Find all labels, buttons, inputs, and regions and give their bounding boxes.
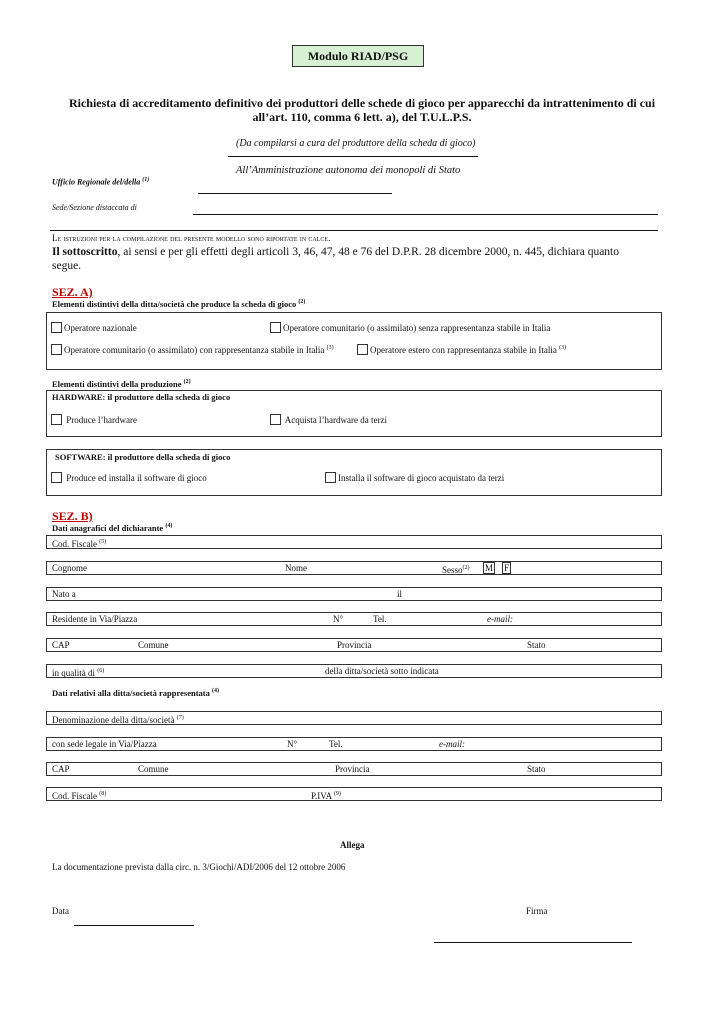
- option-label: Operatore comunitario (o assimilato) con rappresentanza stabile in Italia: [64, 345, 325, 355]
- cognome-label: Cognome: [52, 563, 87, 573]
- qualita-rest-label: della ditta/società sotto indicata: [325, 666, 439, 676]
- cod-fiscale-label: Cod. Fiscale $^{(5)}$: [52, 539, 107, 549]
- company-name-row[interactable]: [46, 711, 662, 725]
- option-operatore-estero[interactable]: [357, 344, 566, 355]
- hardware-title: HARDWARE: il produttore della scheda di gioco: [52, 392, 231, 402]
- sede-legale-label: con sede legale in Via/Piazza: [52, 739, 157, 749]
- company-title-text: Dati relativi alla ditta/società rappresentata: [52, 688, 210, 698]
- tel-label: Tel.: [329, 739, 343, 749]
- software-title: SOFTWARE: il produttore della scheda di gioco: [55, 452, 231, 462]
- module-code-box: Modulo RIAD/PSG: [292, 45, 424, 67]
- sesso-label: Sesso$^{(2)}$: [442, 565, 470, 575]
- cap-label: CAP: [52, 764, 70, 774]
- denominazione-label: Denominazione della ditta/società $^{(7)}$: [52, 715, 184, 725]
- qualita-label: in qualità di $^{(6)}$: [52, 668, 105, 678]
- production-elements-title: [52, 379, 191, 389]
- company-cod-fiscale-label: Cod. Fiscale $^{(8)}$: [52, 791, 107, 801]
- title-line-2: all’art. 110, comma 6 lett. a), del T.U.L.P.S.: [252, 110, 472, 124]
- declarant-location-row[interactable]: [46, 638, 662, 652]
- nato-a-label: Nato a: [52, 589, 76, 599]
- declarant-name-row[interactable]: [46, 561, 662, 575]
- comune-label: Comune: [138, 640, 169, 650]
- allega-title: Allega: [340, 840, 365, 850]
- ufficio-field[interactable]: [198, 193, 392, 194]
- document-title: [48, 96, 676, 124]
- provincia-label: Provincia: [337, 640, 372, 650]
- checkbox[interactable]: [51, 414, 62, 425]
- section-a-heading: SEZ. A): [52, 285, 93, 299]
- sesso-m-checkbox[interactable]: M: [485, 563, 494, 573]
- checkbox[interactable]: [357, 344, 368, 355]
- ufficio-label-text: Ufficio Regionale del/della: [52, 177, 141, 187]
- declaration-text: [52, 245, 638, 273]
- data-field[interactable]: [74, 925, 194, 926]
- option-label: Produce l’hardware: [66, 415, 137, 425]
- declarant-birth-row[interactable]: [46, 587, 662, 601]
- stato-label: Stato: [527, 764, 546, 774]
- declarant-address-row[interactable]: [46, 612, 662, 626]
- operator-type-box: [46, 312, 662, 370]
- sesso-f-checkbox[interactable]: F: [504, 563, 510, 573]
- ufficio-label: [52, 177, 149, 187]
- data-label: Data: [52, 906, 69, 916]
- option-operatore-nazionale[interactable]: [51, 322, 137, 333]
- stato-label: Stato: [527, 640, 546, 650]
- declaration-bold: Il sottoscritto: [52, 246, 118, 258]
- checkbox[interactable]: [270, 414, 281, 425]
- option-label: Installa il software di gioco acquistato da terzi: [338, 473, 505, 483]
- company-location-row[interactable]: [46, 762, 662, 776]
- allega-text: La documentazione prevista dalla circ. n. 3/Giochi/ADI/2006 del 12 ottobre 2006: [52, 862, 346, 872]
- option-produce-hardware[interactable]: [51, 414, 137, 425]
- firma-field[interactable]: [434, 942, 632, 943]
- option-note: (3): [326, 345, 334, 351]
- company-data-title: [52, 688, 219, 698]
- residente-label: Residente in Via/Piazza: [52, 614, 138, 624]
- provincia-label: Provincia: [335, 764, 370, 774]
- checkbox[interactable]: [51, 344, 62, 355]
- declarant-note: (4): [165, 523, 173, 530]
- option-produce-software[interactable]: [51, 472, 207, 483]
- addressee: All’Amministrazione autonoma dei monopoli di Stato: [236, 165, 461, 176]
- company-title-note: (4): [211, 688, 219, 695]
- checkbox[interactable]: [270, 322, 281, 333]
- option-installa-software[interactable]: [325, 472, 504, 483]
- numero-label: N°: [287, 739, 298, 749]
- option-label: Operatore estero con rappresentanza stabile in Italia: [370, 345, 557, 355]
- option-label: Operatore nazionale: [64, 323, 137, 333]
- divider: [50, 230, 658, 231]
- company-elements-text: Elementi distintivi della ditta/società che produce la scheda di gioco: [52, 299, 297, 309]
- option-label: Acquista l’hardware da terzi: [284, 415, 387, 425]
- piva-label: P.IVA $^{(9)}$: [311, 791, 341, 801]
- email-label: e-mail:: [487, 614, 513, 624]
- title-line-1: Richiesta di accreditamento definitivo dei produttori delle schede di gioco per apparecchi da intrattenimento di cui: [68, 96, 656, 110]
- option-operatore-comunitario-con[interactable]: [51, 344, 334, 355]
- numero-label: N°: [333, 614, 344, 624]
- section-b-heading: SEZ. B): [52, 509, 93, 523]
- subtitle: (Da compilarsi a cura del produttore della scheda di gioco): [236, 138, 476, 149]
- hardware-box: [46, 390, 662, 437]
- option-note: (3): [559, 345, 567, 351]
- declarant-role-row[interactable]: [46, 664, 662, 678]
- company-elements-note: (2): [298, 299, 306, 306]
- production-elements-text: Elementi distintivi della produzione: [52, 379, 182, 389]
- production-elements-note: (2): [183, 379, 191, 386]
- comune-label: Comune: [138, 764, 169, 774]
- instructions-note: Le istruzioni per la compilazione del presente modello sono riportate in calce.: [52, 233, 331, 243]
- email-label: e-mail:: [439, 739, 465, 749]
- cap-label: CAP: [52, 640, 70, 650]
- sede-label: Sede/Sezione distaccata di: [52, 203, 137, 212]
- option-label: Produce ed installa il software di gioco: [66, 473, 207, 483]
- company-elements-title: [52, 299, 305, 309]
- option-acquista-hardware[interactable]: [270, 414, 387, 425]
- tel-label: Tel.: [373, 614, 387, 624]
- declaration-rest: , ai sensi e per gli effetti degli articoli 3, 46, 47, 48 e 76 del D.P.R. 28 dicembre 2000, n. 445, dichiara quanto segue.: [52, 246, 619, 272]
- ufficio-note: (1): [142, 177, 150, 183]
- nome-label: Nome: [285, 563, 307, 573]
- checkbox[interactable]: [51, 472, 62, 483]
- divider: [228, 156, 478, 157]
- checkbox[interactable]: [325, 472, 336, 483]
- declarant-cod-fiscale-row[interactable]: [46, 535, 662, 549]
- company-address-row[interactable]: [46, 737, 662, 751]
- option-label: Operatore comunitario (o assimilato) senza rappresentanza stabile in Italia: [283, 323, 551, 333]
- declarant-title: [52, 523, 172, 533]
- company-tax-row[interactable]: [46, 787, 662, 801]
- firma-label: Firma: [526, 906, 548, 916]
- il-label: il: [397, 589, 403, 599]
- software-box: [46, 449, 662, 496]
- option-operatore-comunitario-senza[interactable]: [270, 322, 550, 333]
- sede-field[interactable]: [193, 214, 658, 215]
- checkbox[interactable]: [51, 322, 62, 333]
- declarant-title-text: Dati anagrafici del dichiarante: [52, 523, 164, 533]
